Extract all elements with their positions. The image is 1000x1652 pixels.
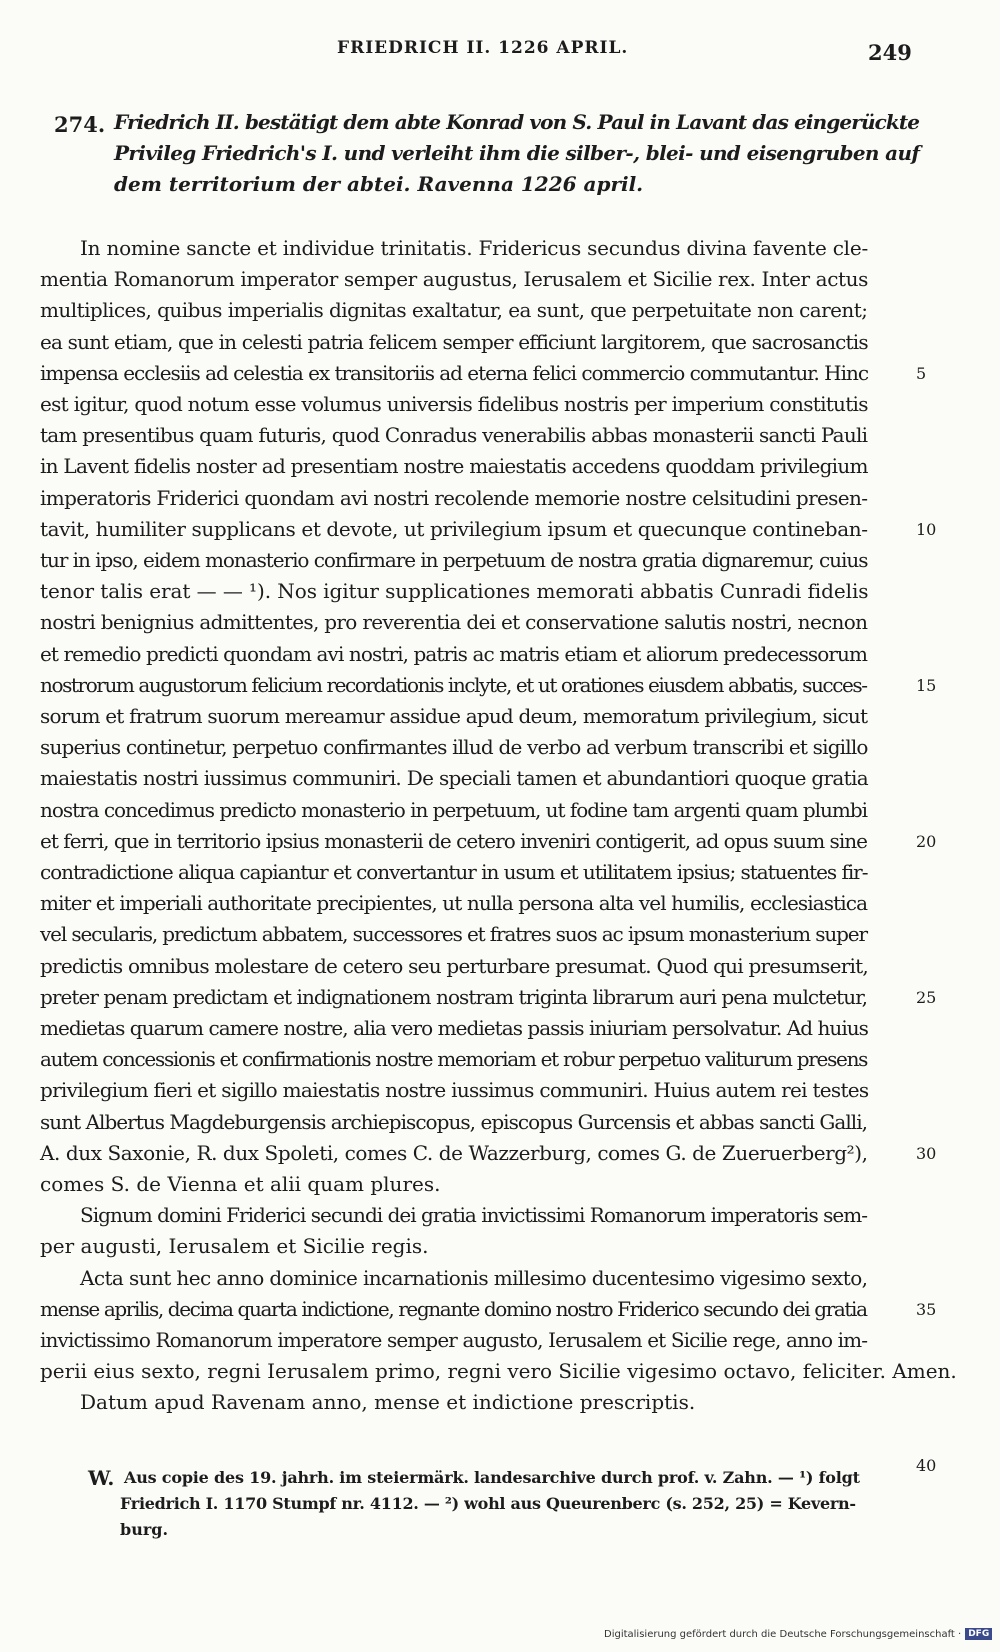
- text-line: et remedio predicti quondam avi nostri, patris ac matris etiam et aliorum predecessorum: [40, 641, 868, 666]
- running-header: [0, 38, 1000, 68]
- text-line: tur in ipso, eidem monasterio confirmare in perpetuum de nostra gratia dignaremur, cuius: [40, 548, 868, 572]
- line-number: 40: [916, 1455, 937, 1475]
- text-line: nostra concedimus predicto monasterio in perpetuum, ut fodine tam argenti quam plumbi: [40, 797, 867, 822]
- text-line: sunt Albertus Magdeburgensis archiepiscopus, episcopus Gurcensis et abbas sancti Galli,: [40, 1109, 868, 1134]
- text-line: invictissimo Romanorum imperatore semper augusto, Ierusalem et Sicilie rege, anno im-: [40, 1328, 868, 1352]
- credit-text: Digitalisierung gefördert durch die Deutsche Forschungsgemeinschaft ·: [604, 1629, 962, 1640]
- footnote-line: burg.: [120, 1520, 169, 1539]
- text-line: predictis omnibus molestare de cetero seu perturbare presumat. Quod qui presumserit,: [40, 953, 868, 978]
- running-title: FRIEDRICH II. 1226 APRIL.: [337, 38, 629, 58]
- text-line: tavit, humiliter supplicans et devote, ut privilegium ipsum et quecunque contineban-: [40, 516, 868, 541]
- text-line: nostri benignius admittentes, pro reverentia dei et conservatione salutis nostri, necnon: [40, 610, 868, 635]
- text-line: et ferri, que in territorio ipsius monasterii de cetero inveniri contigerit, ad opus suum sine: [40, 828, 868, 853]
- text-line: imperatoris Friderici quondam avi nostri recolende memorie nostre celsitudini presen-: [40, 485, 868, 510]
- text-line: autem concessionis et confirmationis nostre memoriam et robur perpetuo valiturum presens: [40, 1047, 868, 1072]
- line-number: 10: [916, 519, 937, 539]
- text-line: Signum domini Friderici secundi dei gratia invictissimi Romanorum imperatoris sem-: [80, 1203, 868, 1228]
- text-line: contradictione aliqua capiantur et convertantur in usum et utilitatem ipsius; statuentes fir-: [40, 860, 868, 884]
- line-number: 30: [916, 1143, 937, 1163]
- line-number: 5: [916, 363, 927, 383]
- page-number: 249: [868, 40, 912, 65]
- heading-line: Privileg Friedrich's I. und verleiht ihm die silber-, blei- und eisengruben auf: [114, 141, 920, 165]
- heading-line: Friedrich II. bestätigt dem abte Konrad von S. Paul in Lavant das eingerückte: [114, 110, 920, 134]
- line-number: 25: [916, 987, 937, 1007]
- text-line: nostrorum augustorum felicium recordationis inclyte, et ut orationes eiusdem abbatis, succes-: [40, 672, 867, 697]
- text-line: mentia Romanorum imperator semper augustus, Ierusalem et Sicilie rex. Inter actus: [40, 267, 869, 292]
- heading-line: dem territorium der abtei. Ravenna 1226 april.: [114, 172, 644, 196]
- text-line: sorum et fratrum suorum mereamur assidue apud deum, memoratum privilegium, sicut: [40, 704, 868, 728]
- text-line: per augusti, Ierusalem et Sicilie regis.: [40, 1234, 429, 1259]
- text-line: multiplices, quibus imperialis dignitas exaltatur, ea sunt, que perpetuitate non carent;: [40, 298, 868, 323]
- footnote-sigla: W.: [88, 1466, 115, 1490]
- text-line: preter penam predictam et indignationem nostram triginta librarum auri pena mulctetur,: [40, 984, 868, 1009]
- text-line: perii eius sexto, regni Ierusalem primo, regni vero Sicilie vigesimo octavo, feliciter. Amen.: [40, 1359, 957, 1384]
- text-line: maiestatis nostri iussimus communiri. De speciali tamen et abundantiori quoque gratia: [40, 766, 868, 791]
- line-number: 15: [916, 675, 937, 695]
- dfg-logo: DFG: [965, 1628, 992, 1640]
- text-line: tenor talis erat — — ¹). Nos igitur supplicationes memorati abbatis Cunradi fidelis: [40, 579, 869, 604]
- text-line: superius continetur, perpetuo confirmantes illud de verbo ad verbum transcribi et sigillo: [40, 735, 868, 760]
- text-line: ea sunt etiam, que in celesti patria felicem semper efficiunt largitorem, que sacrosanctis: [40, 329, 868, 354]
- text-line: Datum apud Ravenam anno, mense et indictione prescriptis.: [80, 1390, 696, 1415]
- footnote-line: Friedrich I. 1170 Stumpf nr. 4112. — ²) wohl aus Queurenberc (s. 252, 25) = Kevern-: [120, 1494, 856, 1513]
- digitization-credit: [604, 1628, 992, 1640]
- text-line: A. dux Saxonie, R. dux Spoleti, comes C. de Wazzerburg, comes G. de Zueruerberg²),: [40, 1140, 868, 1165]
- document-number: 274.: [54, 112, 106, 137]
- text-line: mense aprilis, decima quarta indictione, regnante domino nostro Friderico secundo dei gratia: [40, 1296, 867, 1321]
- text-line: tam presentibus quam futuris, quod Conradus venerabilis abbas monasterii sancti Pauli: [40, 423, 868, 448]
- line-number: 20: [916, 831, 937, 851]
- text-line: In nomine sancte et individue trinitatis. Fridericus secundus divina favente cle-: [80, 236, 868, 260]
- text-line: comes S. de Vienna et alii quam plures.: [40, 1172, 441, 1196]
- text-line: est igitur, quod notum esse volumus universis fidelibus nostris per imperium constitutis: [40, 392, 868, 416]
- text-line: medietas quarum camere nostre, alia vero medietas passis iniuriam persolvatur. Ad huius: [40, 1016, 868, 1040]
- text-line: in Lavent fidelis noster ad presentiam nostre maiestatis accedens quoddam privilegium: [40, 454, 868, 479]
- text-line: impensa ecclesiis ad celestia ex transitoriis ad eterna felici commercio commutantur. Hinc: [40, 360, 868, 385]
- footnote-line: Aus copie des 19. jahrh. im steiermärk. landesarchive durch prof. v. Zahn. — ¹) folgt: [124, 1468, 860, 1487]
- text-line: vel secularis, predictum abbatem, successores et fratres suos ac ipsum monasterium super: [40, 922, 867, 947]
- text-line: miter et imperiali authoritate precipientes, ut nulla persona alta vel humilis, ecclesiastica: [40, 891, 868, 916]
- text-line: privilegium fieri et sigillo maiestatis nostre iussimus communiri. Huius autem rei testes: [40, 1078, 869, 1103]
- text-line: Acta sunt hec anno dominice incarnationis millesimo ducentesimo vigesimo sexto,: [80, 1265, 868, 1290]
- line-number: 35: [916, 1299, 937, 1319]
